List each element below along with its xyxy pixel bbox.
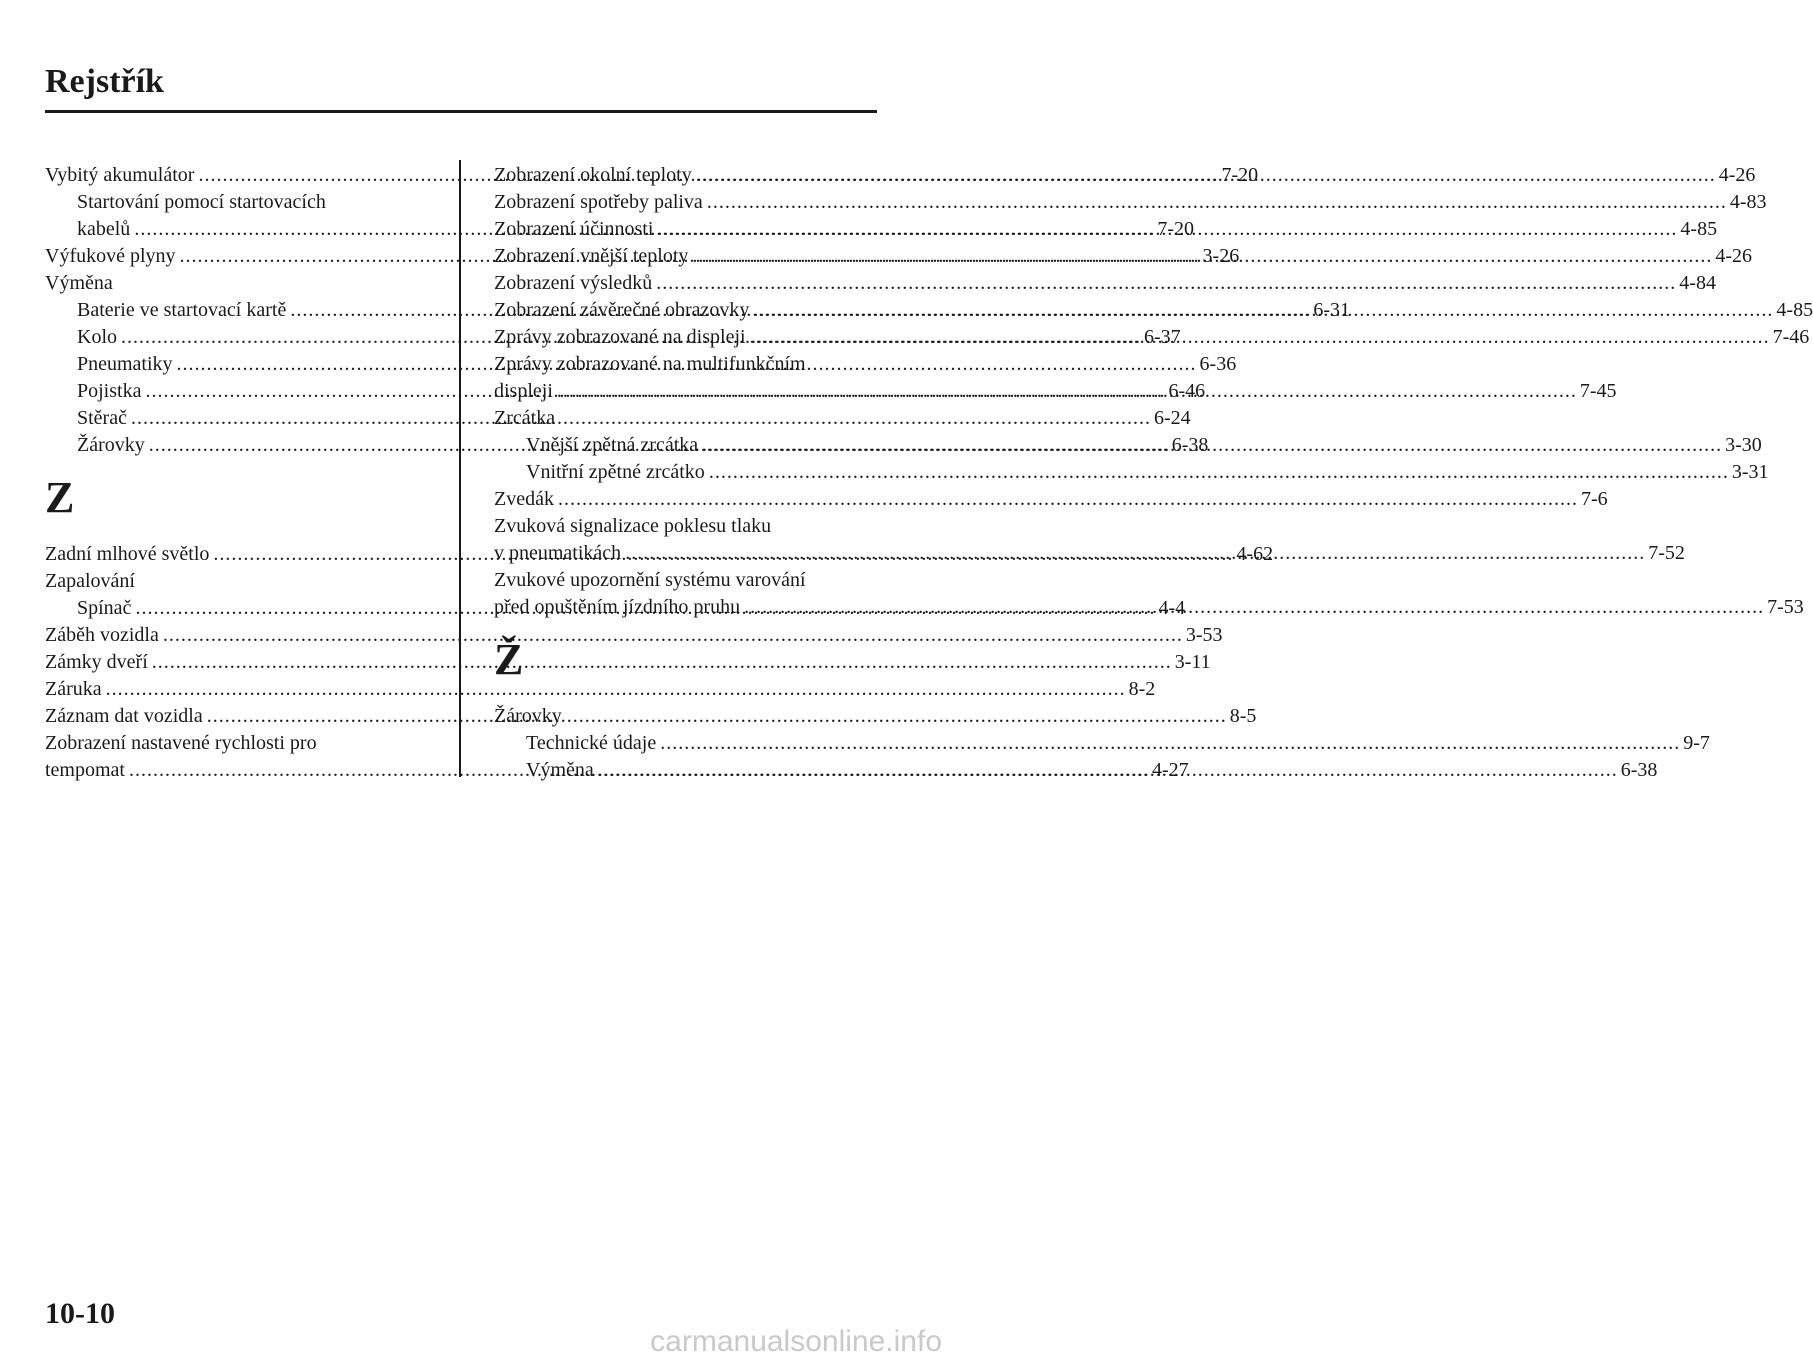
entry-page-ref[interactable]: 6-46 — [1168, 380, 1206, 402]
entry-page-ref[interactable]: 3-30 — [1725, 434, 1762, 456]
entry-text: Startování pomocí startovacích — [77, 191, 326, 213]
index-entry[interactable] — [45, 676, 1156, 703]
header-rule — [45, 110, 877, 113]
entry-page-ref[interactable]: 7-6 — [1580, 488, 1608, 510]
entry-page-ref[interactable]: 4-4 — [1158, 597, 1186, 619]
entry-page-ref[interactable]: 4-26 — [1715, 245, 1753, 267]
entry-text: Výfukové plyny — [45, 245, 176, 267]
section-letter: Z — [45, 473, 75, 522]
dot-leader — [594, 757, 1621, 784]
index-entry — [494, 567, 878, 594]
entry-text: kabelů — [77, 218, 131, 240]
index-entry[interactable] — [494, 486, 1608, 513]
entry-page-ref[interactable]: 4-62 — [1236, 543, 1274, 565]
entry-text: Stěrač — [77, 407, 127, 429]
entry-text: Výměna — [45, 272, 113, 294]
entry-page-ref[interactable]: 3-31 — [1731, 461, 1769, 483]
dot-leader — [656, 730, 1683, 757]
dot-leader — [688, 243, 1715, 270]
entry-text: Zprávy zobrazované na displeji — [494, 326, 746, 348]
entry-page-ref[interactable]: 4-84 — [1679, 272, 1716, 294]
entry-text: Technické údaje — [526, 732, 657, 754]
entry-text: Zvukové upozornění systému varování — [494, 569, 806, 591]
dot-leader — [554, 486, 1581, 513]
entry-text: Baterie ve startovací kartě — [77, 299, 287, 321]
page-title: Rejstřík — [45, 63, 164, 100]
index-entry — [45, 730, 429, 757]
entry-page-ref[interactable]: 3-11 — [1174, 651, 1211, 673]
index-entry — [494, 405, 878, 432]
entry-text: Zobrazení výsledků — [494, 272, 653, 294]
dot-leader — [698, 432, 1725, 459]
section-letter: Ž — [494, 635, 524, 684]
dot-leader — [703, 189, 1730, 216]
entry-text: Zadní mlhové světlo — [45, 543, 210, 565]
entry-text: Záruka — [45, 678, 102, 700]
entry-text: Zámky dveří — [45, 651, 148, 673]
index-entry — [45, 568, 429, 595]
entry-text: Zobrazení nastavené rychlosti pro — [45, 732, 317, 754]
entry-page-ref[interactable]: 7-53 — [1767, 596, 1804, 618]
index-entry — [494, 513, 878, 540]
entry-page-ref[interactable]: 4-85 — [1680, 218, 1718, 240]
entry-page-ref[interactable]: 4-85 — [1776, 299, 1813, 321]
entry-text: Vnitřní zpětné zrcátko — [526, 461, 705, 483]
entry-page-ref[interactable]: 7-52 — [1648, 542, 1685, 564]
entry-text: Zrcátka — [494, 407, 556, 429]
entry-page-ref[interactable]: 7-20 — [1157, 218, 1194, 240]
entry-page-ref[interactable]: 8-5 — [1229, 705, 1257, 727]
watermark: carmanualsonline.info — [650, 1325, 942, 1358]
entry-text: Spínač — [77, 597, 132, 619]
entry-page-ref[interactable]: 3-26 — [1202, 245, 1240, 267]
entry-text: v pneumatikách — [494, 542, 622, 564]
entry-page-ref[interactable]: 4-26 — [1718, 164, 1756, 186]
dot-leader — [553, 378, 1580, 405]
index-entry[interactable] — [45, 649, 1211, 676]
entry-text: před opuštěním jízdního pruhu — [494, 596, 741, 618]
index-entry — [494, 703, 878, 730]
dot-leader — [749, 297, 1776, 324]
dot-leader — [740, 594, 1767, 621]
entry-page-ref[interactable]: 9-7 — [1683, 732, 1710, 754]
entry-page-ref[interactable]: 8-2 — [1128, 678, 1156, 700]
entry-text: Zvedák — [494, 488, 554, 510]
entry-text: Žárovky — [77, 434, 145, 456]
entry-page-ref[interactable]: 6-24 — [1153, 407, 1191, 429]
page-number: 10-10 — [45, 1297, 115, 1330]
entry-text: Pojistka — [77, 380, 142, 402]
entry-text: Pneumatiky — [77, 353, 173, 375]
entry-page-ref[interactable]: 6-38 — [1620, 759, 1658, 781]
index-entry — [45, 270, 429, 297]
column-divider — [459, 160, 461, 777]
index-entry[interactable] — [45, 622, 1223, 649]
entry-text: tempomat — [45, 759, 125, 781]
entry-text: Záznam dat vozidla — [45, 705, 203, 727]
entry-text: Zvuková signalizace poklesu tlaku — [494, 515, 772, 537]
index-subentry[interactable] — [494, 459, 1769, 486]
entry-page-ref[interactable]: 4-83 — [1729, 191, 1767, 213]
entry-page-ref[interactable]: 6-37 — [1144, 326, 1181, 348]
entry-text: Zobrazení vnější teploty — [494, 245, 689, 267]
dot-leader — [652, 270, 1679, 297]
index-subentry — [45, 189, 429, 216]
entry-text: Vnější zpětná zrcátka — [526, 434, 699, 456]
dot-leader — [746, 324, 1773, 351]
dot-leader — [705, 459, 1732, 486]
index-subentry[interactable] — [494, 730, 1710, 757]
entry-text: Vybitý akumulátor — [45, 164, 195, 186]
entry-text: Záběh vozidla — [45, 624, 159, 646]
entry-page-ref[interactable]: 6-36 — [1199, 353, 1237, 375]
dot-leader — [692, 162, 1719, 189]
index-entry[interactable] — [494, 189, 1767, 216]
entry-page-ref[interactable]: 6-38 — [1171, 434, 1209, 456]
entry-page-ref[interactable]: 6-31 — [1313, 299, 1351, 321]
entry-page-ref[interactable]: 7-20 — [1221, 164, 1259, 186]
dot-leader — [621, 540, 1648, 567]
index-entry[interactable] — [494, 270, 1716, 297]
entry-text: Zobrazení okolní teploty — [494, 164, 692, 186]
entry-text: displeji — [494, 380, 553, 402]
entry-text: Zobrazení spotřeby paliva — [494, 191, 703, 213]
entry-text: Zobrazení účinnosti — [494, 218, 654, 240]
entry-text: Zapalování — [45, 570, 135, 592]
index-entry — [494, 351, 878, 378]
entry-page-ref[interactable]: 3-53 — [1185, 624, 1223, 646]
entry-page-ref[interactable]: 4-27 — [1151, 759, 1189, 781]
entry-text: Zobrazení závěrečné obrazovky — [494, 299, 750, 321]
dot-leader — [653, 216, 1680, 243]
entry-text: Kolo — [77, 326, 117, 348]
entry-text: Zprávy zobrazované na multifunkčním — [494, 353, 806, 375]
entry-text: Výměna — [526, 759, 594, 781]
entry-page-ref[interactable]: 7-45 — [1579, 380, 1617, 402]
entry-page-ref[interactable]: 7-46 — [1772, 326, 1810, 348]
entry-text: Žárovky — [494, 705, 562, 727]
